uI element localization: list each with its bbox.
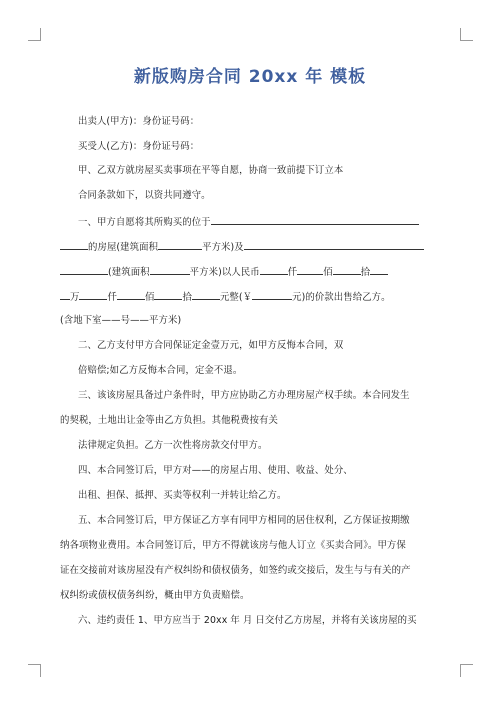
corner-mark-top-right xyxy=(460,28,473,41)
clause-3-line-2: 的契税，土地出让金等由乙方负担。其他税费按有关 xyxy=(60,415,278,426)
clause-3-line-1: 三、该该房屋具备过户条件时，甲方应协助乙方办理房屋产权手续。本合同发生 xyxy=(78,390,410,401)
clause-5-line-3: 证在交接前对该房屋没有产权纠纷和债权债务，如签约或交接后，发生与与有关的产 xyxy=(60,565,411,576)
blank[interactable] xyxy=(244,240,424,250)
blank[interactable] xyxy=(260,265,288,275)
corner-mark-top-left xyxy=(28,28,41,41)
blank-area[interactable] xyxy=(158,240,202,250)
blank-location[interactable] xyxy=(211,215,419,225)
clause-4-line-2: 出租、担保、抵押、买卖等权利一并转让给乙方。 xyxy=(78,490,287,501)
document-title: 新版购房合同 20xx 年 模板 xyxy=(133,67,367,87)
clause-5-line-1: 五、本合同签订后，甲方保证乙方享有同甲方相同的居住权利，乙方保证按期缴 xyxy=(78,515,410,526)
clause-1-line-1: 一、甲方自愿将其所购买的位于 xyxy=(60,215,442,229)
intro-line-1: 甲、乙双方就房屋买卖事项在平等自愿，协商一致前提下订立本 xyxy=(78,165,344,176)
blank-area[interactable] xyxy=(150,265,190,275)
blank[interactable] xyxy=(333,265,361,275)
clause-1-line-3: (建筑面积 平方米)以人民币 仟 佰 拾 xyxy=(60,265,442,279)
blank[interactable] xyxy=(192,290,220,300)
blank[interactable] xyxy=(60,240,88,250)
blank[interactable] xyxy=(117,290,145,300)
clause-4-line-1: 四、本合同签订后，甲方对——的房屋占用、使用、收益、处分、 xyxy=(78,465,353,476)
intro-line-2: 合同条款如下，以资共同遵守。 xyxy=(78,190,211,201)
corner-mark-bottom-left xyxy=(28,664,41,677)
seller-line: 出卖人(甲方)：身份证号码： xyxy=(78,116,200,127)
clause-1-line-2: 的房屋(建筑面积 平方米)及 xyxy=(60,240,442,254)
blank[interactable] xyxy=(60,265,108,275)
blank[interactable] xyxy=(60,290,70,300)
buyer-line: 买受人(乙方)：身份证号码： xyxy=(78,141,200,152)
clause-3-line-3: 法律规定负担。乙方一次性将房款交付甲方。 xyxy=(78,440,268,451)
blank[interactable] xyxy=(79,290,107,300)
blank-amount[interactable] xyxy=(252,290,292,300)
clause-2-line-2: 倍赔偿;如乙方反悔本合同，定金不退。 xyxy=(78,365,243,376)
corner-mark-bottom-right xyxy=(460,664,473,677)
clause-6-line-1: 六、违约责任 1、甲方应当于 20xx 年 月 日交付乙方房屋，并将有关该房屋的买 xyxy=(78,615,417,626)
clause-1-line-4: 万 仟 佰 拾 元整(￥ 元)的价款出售给乙方。 xyxy=(60,290,442,304)
blank[interactable] xyxy=(370,265,388,275)
clause-2-line-1: 二、乙方支付甲方合同保证定金壹万元，如甲方反悔本合同，双 xyxy=(78,340,344,351)
basement-line: (含地下室——号——平方米) xyxy=(60,315,182,326)
blank[interactable] xyxy=(297,265,323,275)
clause-5-line-2: 纳各项物业费用。本合同签订后，甲方不得就该房与他人订立《买卖合同》。甲方保 xyxy=(60,540,406,551)
blank[interactable] xyxy=(154,290,182,300)
clause-5-line-4: 权纠纷或债权债务纠纷，概由甲方负责赔偿。 xyxy=(60,590,250,601)
